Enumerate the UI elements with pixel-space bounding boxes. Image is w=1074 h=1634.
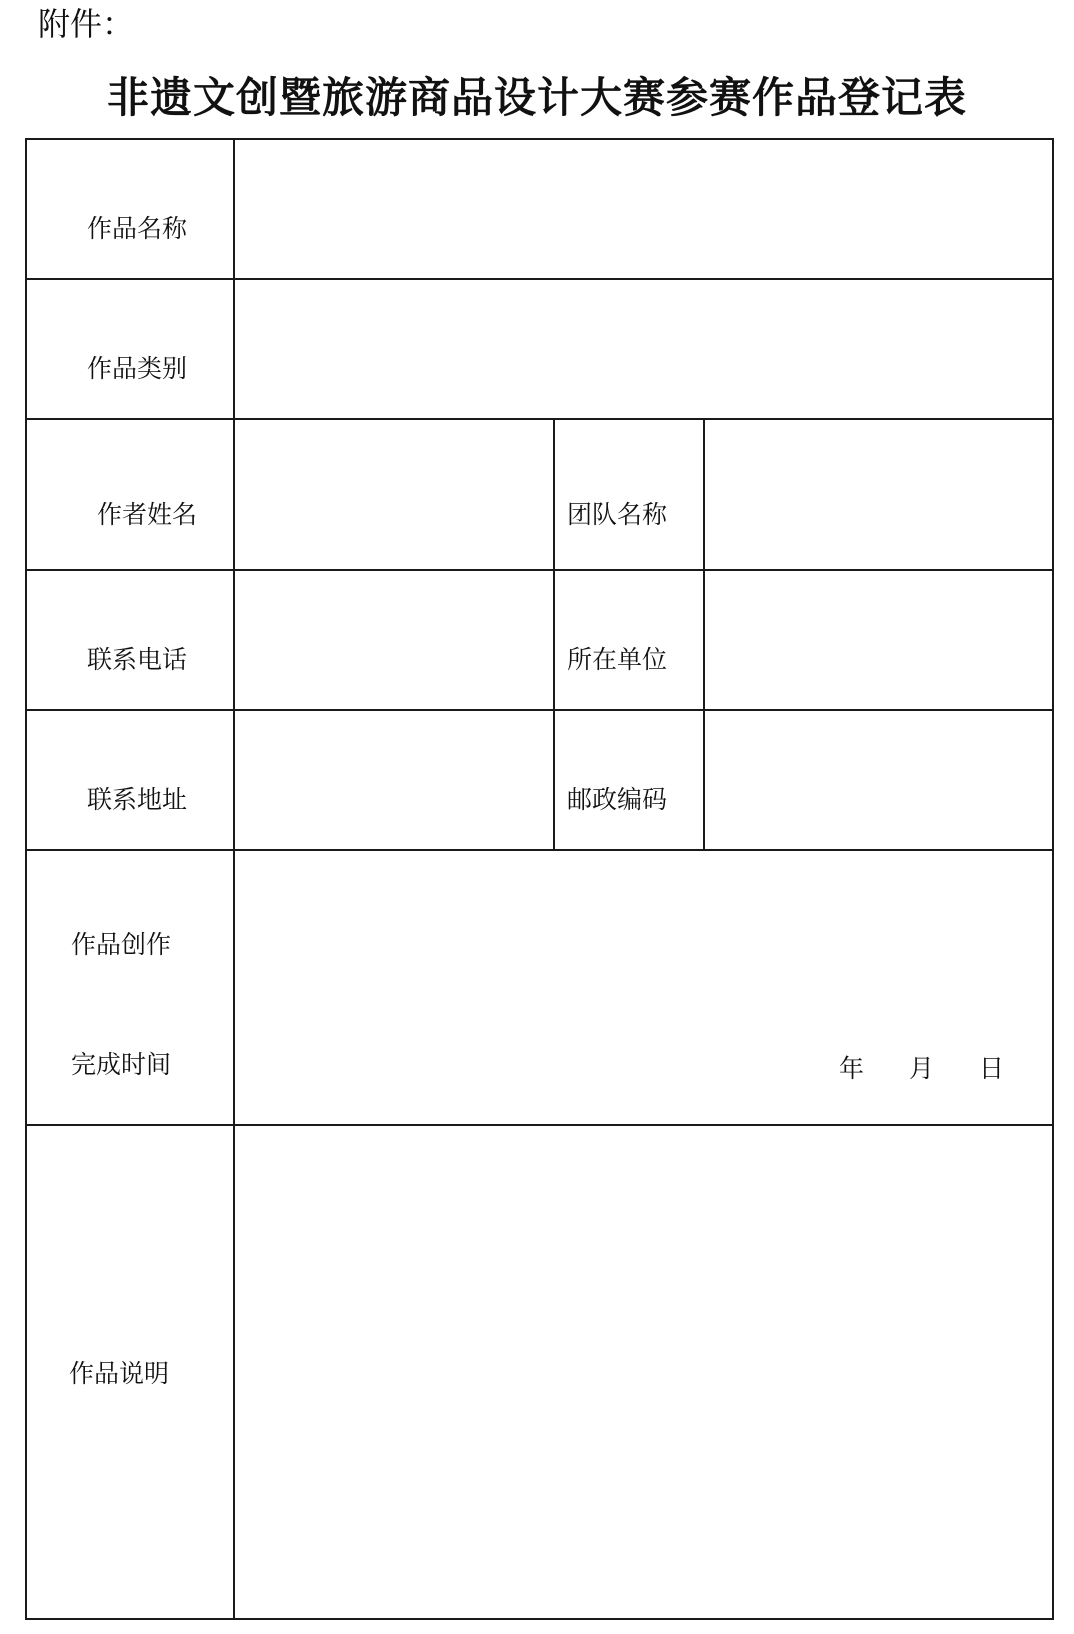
- row-creation-time: [26, 850, 1053, 1125]
- creation-time-label-line2: 完成时间: [71, 1050, 172, 1079]
- description-label: 作品说明: [26, 1125, 234, 1619]
- work-category-label: 作品类别: [26, 279, 234, 419]
- date-year-suffix: 年: [839, 1054, 865, 1083]
- description-field[interactable]: [234, 1125, 1053, 1619]
- address-field[interactable]: [234, 710, 554, 850]
- phone-label: 联系电话: [26, 570, 234, 710]
- team-name-label: 团队名称: [554, 419, 704, 570]
- author-name-field[interactable]: [234, 419, 554, 570]
- creation-time-label-line1: 作品创作: [71, 930, 172, 959]
- organization-label: 所在单位: [554, 570, 704, 710]
- creation-time-label: [26, 850, 234, 1125]
- registration-form-table: [25, 138, 1054, 1620]
- row-phone-organization: [26, 570, 1053, 710]
- postcode-label: 邮政编码: [554, 710, 704, 850]
- phone-field[interactable]: [234, 570, 554, 710]
- author-name-label: 作者姓名: [26, 419, 234, 570]
- date-month-suffix: 月: [909, 1054, 935, 1083]
- work-name-field[interactable]: [234, 139, 1053, 279]
- form-title: 非遗文创暨旅游商品设计大赛参赛作品登记表: [106, 73, 967, 122]
- creation-time-field[interactable]: [234, 850, 1053, 1125]
- work-category-field[interactable]: [234, 279, 1053, 419]
- organization-field[interactable]: [704, 570, 1053, 710]
- row-work-name: [26, 139, 1053, 279]
- address-label: 联系地址: [26, 710, 234, 850]
- date-day-suffix: 日: [979, 1054, 1005, 1083]
- row-description: [26, 1125, 1053, 1619]
- row-author-team: [26, 419, 1053, 570]
- postcode-field[interactable]: [704, 710, 1053, 850]
- work-name-label: 作品名称: [26, 139, 234, 279]
- row-work-category: [26, 279, 1053, 419]
- attachment-label: 附件：: [38, 5, 135, 43]
- team-name-field[interactable]: [704, 419, 1053, 570]
- row-address-postcode: [26, 710, 1053, 850]
